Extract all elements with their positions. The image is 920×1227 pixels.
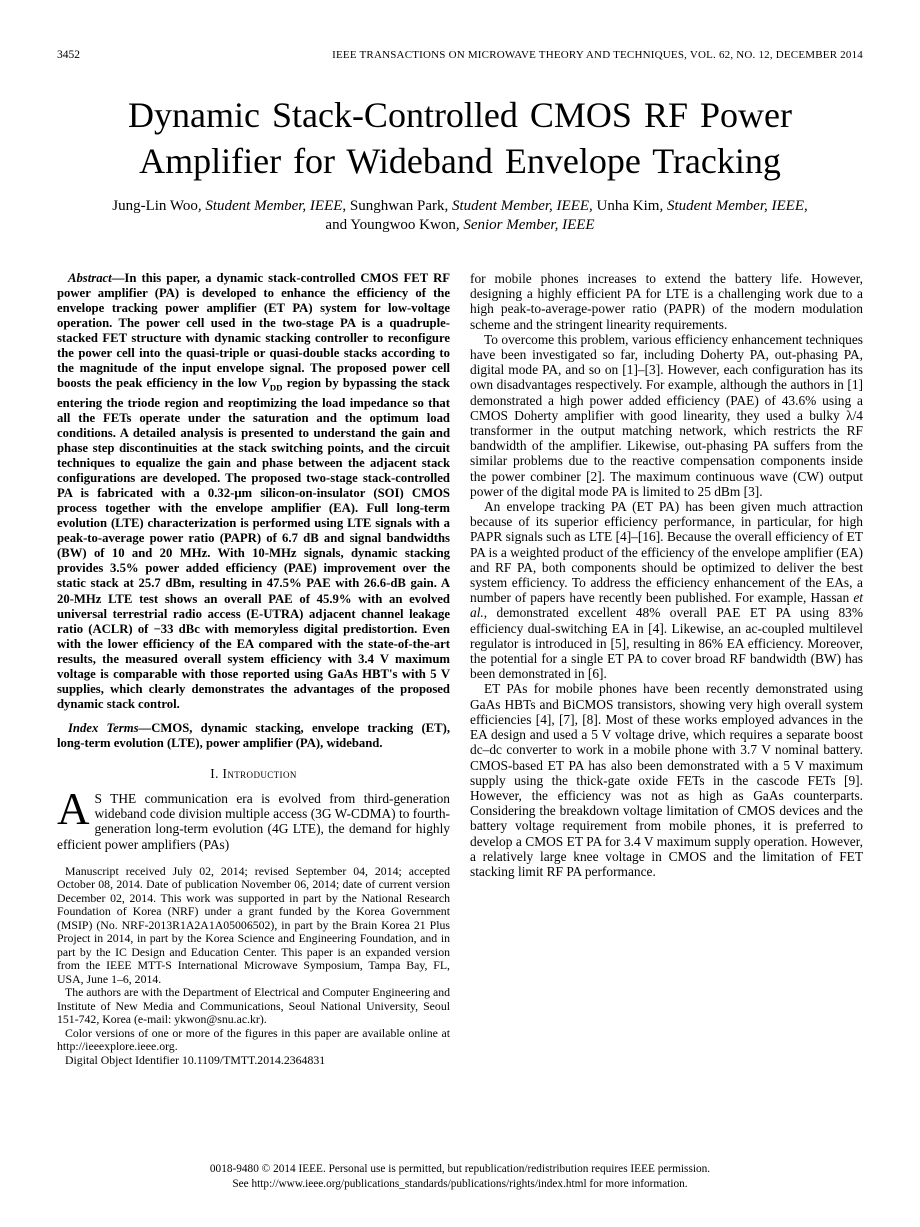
- intro-paragraph-text: S THE communication era is evolved from third-generation wideband code division multiple access (3G W-CDMA) to fourth-generation long-term evolution (4G LTE), the demand for highly efficient power amplifiers (PAs): [57, 790, 450, 852]
- body-paragraph: To overcome this problem, various efficiency enhancement techniques have been investigated so far, including Doherty PA, out-phasing PA, digital mode PA, and so on [1]–[3]. However, each configuration has its own disadvantages respectively. For example, although the authors in [1] demonstrated a high power added efficiency (PAE) of 43.6% using a CMOS Doherty amplifier with good linearity, they used a bulky λ/4 transformer in the output matching network, which restricts the RF bandwidth of the amplifier. Likewise, out-phasing PA suffers from the similar problems due to the reactive compensation components inside the power combiner [2]. The maximum continuous wave (CW) output power of the digital mode PA is limited to 25 dBm [3].: [470, 331, 863, 499]
- right-column: [470, 271, 863, 1067]
- footnote-manuscript-history: Manuscript received July 02, 2014; revised September 04, 2014; accepted October 08, 2014. Date of publication November 06, 2014; date of current version December 02, 2014. This work was supported in part by the National Research Foundation of Korea (NRF) under a grant funded by the Korea Government (MSIP) (No. NRF-2013R1A2A1A05006502), in part by the Brain Korea 21 Plus Project in 2014, in part by the Korea Science and Engineering Foundation, and in part by the IC Design and Education Center. This paper is an expanded version from the IEEE MTT-S International Microwave Symposium, Tampa Bay, FL, USA, June 1–6, 2014.: [57, 863, 450, 986]
- body-paragraph: ET PAs for mobile phones have been recently demonstrated using GaAs HBTs and BiCMOS transistors, showing very high overall system efficiencies [4], [7], [8]. Most of these works employed advances in the EA design and used a 5 V voltage drive, which requires a separate boost dc–dc converter to work in a mobile phone with 3.7 V nominal battery. CMOS-based ET PA has also been demonstrated with a 5 V maximum supply using the thick-gate oxide FETs in the cascode FETs [9]. However, the efficiency was not as high as GaAs counterparts. Considering the breakdown voltage limitation of CMOS devices and the battery voltage requirement from mobile phones, it is preferred to develop a CMOS ET PA for 3.4 V maximum supply operation. However, a relatively large knee voltage in CMOS and the limitation of FET stacking limit RF PA performance.: [470, 681, 863, 879]
- section-heading-introduction: I. Introduction: [210, 765, 297, 781]
- journal-title: IEEE TRANSACTIONS ON MICROWAVE THEORY AND TECHNIQUES, VOL. 62, NO. 12, DECEMBER 2014: [332, 49, 863, 61]
- running-header: [57, 48, 863, 62]
- footnote-doi: Digital Object Identifier 10.1109/TMTT.2014.2364831: [65, 1052, 326, 1067]
- footnote-color-versions: Color versions of one or more of the figures in this paper are available online at http://ieeexplore.ieee.org.: [57, 1025, 450, 1054]
- footnote-author-affiliation: The authors are with the Department of Electrical and Computer Engineering and Institute of New Media and Communications, Seoul National University, Seoul 151-742, Korea (e-mail: ykwon@snu.ac.kr).: [57, 985, 450, 1027]
- paper-title-line-2: Amplifier for Wideband Envelope Tracking: [139, 141, 781, 181]
- page-number: 3452: [57, 49, 80, 61]
- author-list: [57, 197, 863, 235]
- first-page-footnote: [57, 865, 450, 1068]
- abstract: Abstract—In this paper, a dynamic stack-controlled CMOS FET RF power amplifier (PA) is developed to enhance the efficiency of the envelope tracking power amplifier (ET PA) system for low-voltage operation. The power cell used in the two-stage PA is a quadruple-stacked FET structure with dynamic stacking controller to reconfigure the power cell into the quasi-triple or quasi-double stacks according to the magnitude of the input envelope signal. The proposed power cell boosts the peak efficiency in the low $V_{DD}$ region by bypassing the stack entering the triode region and reoptimizing the load impedance so that all the FETs operate under the saturation and the optimum load conditions. A detailed analysis is presented to understand the gain and phase step discontinuities at the stack switching points, and the circuit techniques to equalize the gain and phase between the adjacent stack configurations are developed. The proposed two-stage stack-controlled PA is fabricated with a 0.32-μm silicon-on-insulator (SOI) CMOS process together with the envelope amplifier (EA). Full long-term evolution (LTE) characterization is performed using LTE signals with a peak-to-average power ratio (PAPR) of 6.7 dB and signal bandwidths (BW) of 10 and 20 MHz. With 10-MHz signals, dynamic stacking provides 3.5% power added efficiency (PAE) improvement over the static stack at 25.7 dBm, resulting in 47.5% PAE with 26.6-dB gain. A 20-MHz LTE test shows an overall PAE of 45.9% with an evolved universal terrestrial radio access (E-UTRA) adjacent channel leakage ratio (ACLR) of −33 dBc with memoryless digital predistortion. Even with the lower efficiency of the EA compared with the state-of-the-art results, the measured overall system efficiency with 3.4 V maximum voltage is comparable with those reported using GaAs HBT's with 5 V supplies, which clearly demonstrates the advantages of the proposed dynamic stack control.: [57, 271, 450, 711]
- drop-cap: A: [57, 783, 90, 834]
- author-line-1: Jung-Lin Woo, Student Member, IEEE, Sunghwan Park, Student Member, IEEE, Unha Kim, Student Member, IEEE,: [112, 198, 808, 214]
- body-paragraph-continuation: for mobile phones increases to extend the battery life. However, designing a highly efficient PA for LTE is a challenging work due to a high peak-to-average-power ratio (PAPR) of the modern modulation scheme and the stringent linearity requirements.: [470, 271, 863, 332]
- body-paragraph: An envelope tracking PA (ET PA) has been given much attraction because of its superior efficiency performance, in particular, for high PAPR signals such as LTE [4]–[16]. Because the overall efficiency of ET PA is a weighted product of the efficiency of the envelope amplifier (EA) and RF PA, both components should be optimized to deliver the best system efficiency. To address the efficiency enhancement of the EAs, a number of papers have recently been published. For example, Hassan et al., demonstrated excellent 48% overall PAE ET PA using 83% efficiency dual-switching EA in [4]. Likewise, an ac-coupled multilevel regulator is introduced in [5], resulting in 86% EA efficiency. Moreover, the potential for a single ET PA to cover broad RF bandwidth (BW) has been demonstrated in [6].: [470, 499, 863, 682]
- copyright-line: 0018-9480 © 2014 IEEE. Personal use is permitted, but republication/redistribution requires IEEE permission.: [209, 1163, 711, 1175]
- two-column-body: [57, 271, 863, 1067]
- permissions-line: See http://www.ieee.org/publications_standards/publications/rights/index.html for more information.: [232, 1177, 688, 1190]
- paper-title: [57, 92, 863, 184]
- paper-title-line-1: Dynamic Stack-Controlled CMOS RF Power: [128, 95, 792, 135]
- index-terms: Index Terms—CMOS, dynamic stacking, envelope tracking (ET), long-term evolution (LTE), power amplifier (PA), wideband.: [57, 720, 450, 750]
- intro-paragraph: [57, 783, 450, 852]
- copyright-footer: [0, 1162, 920, 1191]
- left-column: [57, 271, 450, 1067]
- author-line-2: and Youngwoo Kwon, Senior Member, IEEE: [325, 217, 595, 233]
